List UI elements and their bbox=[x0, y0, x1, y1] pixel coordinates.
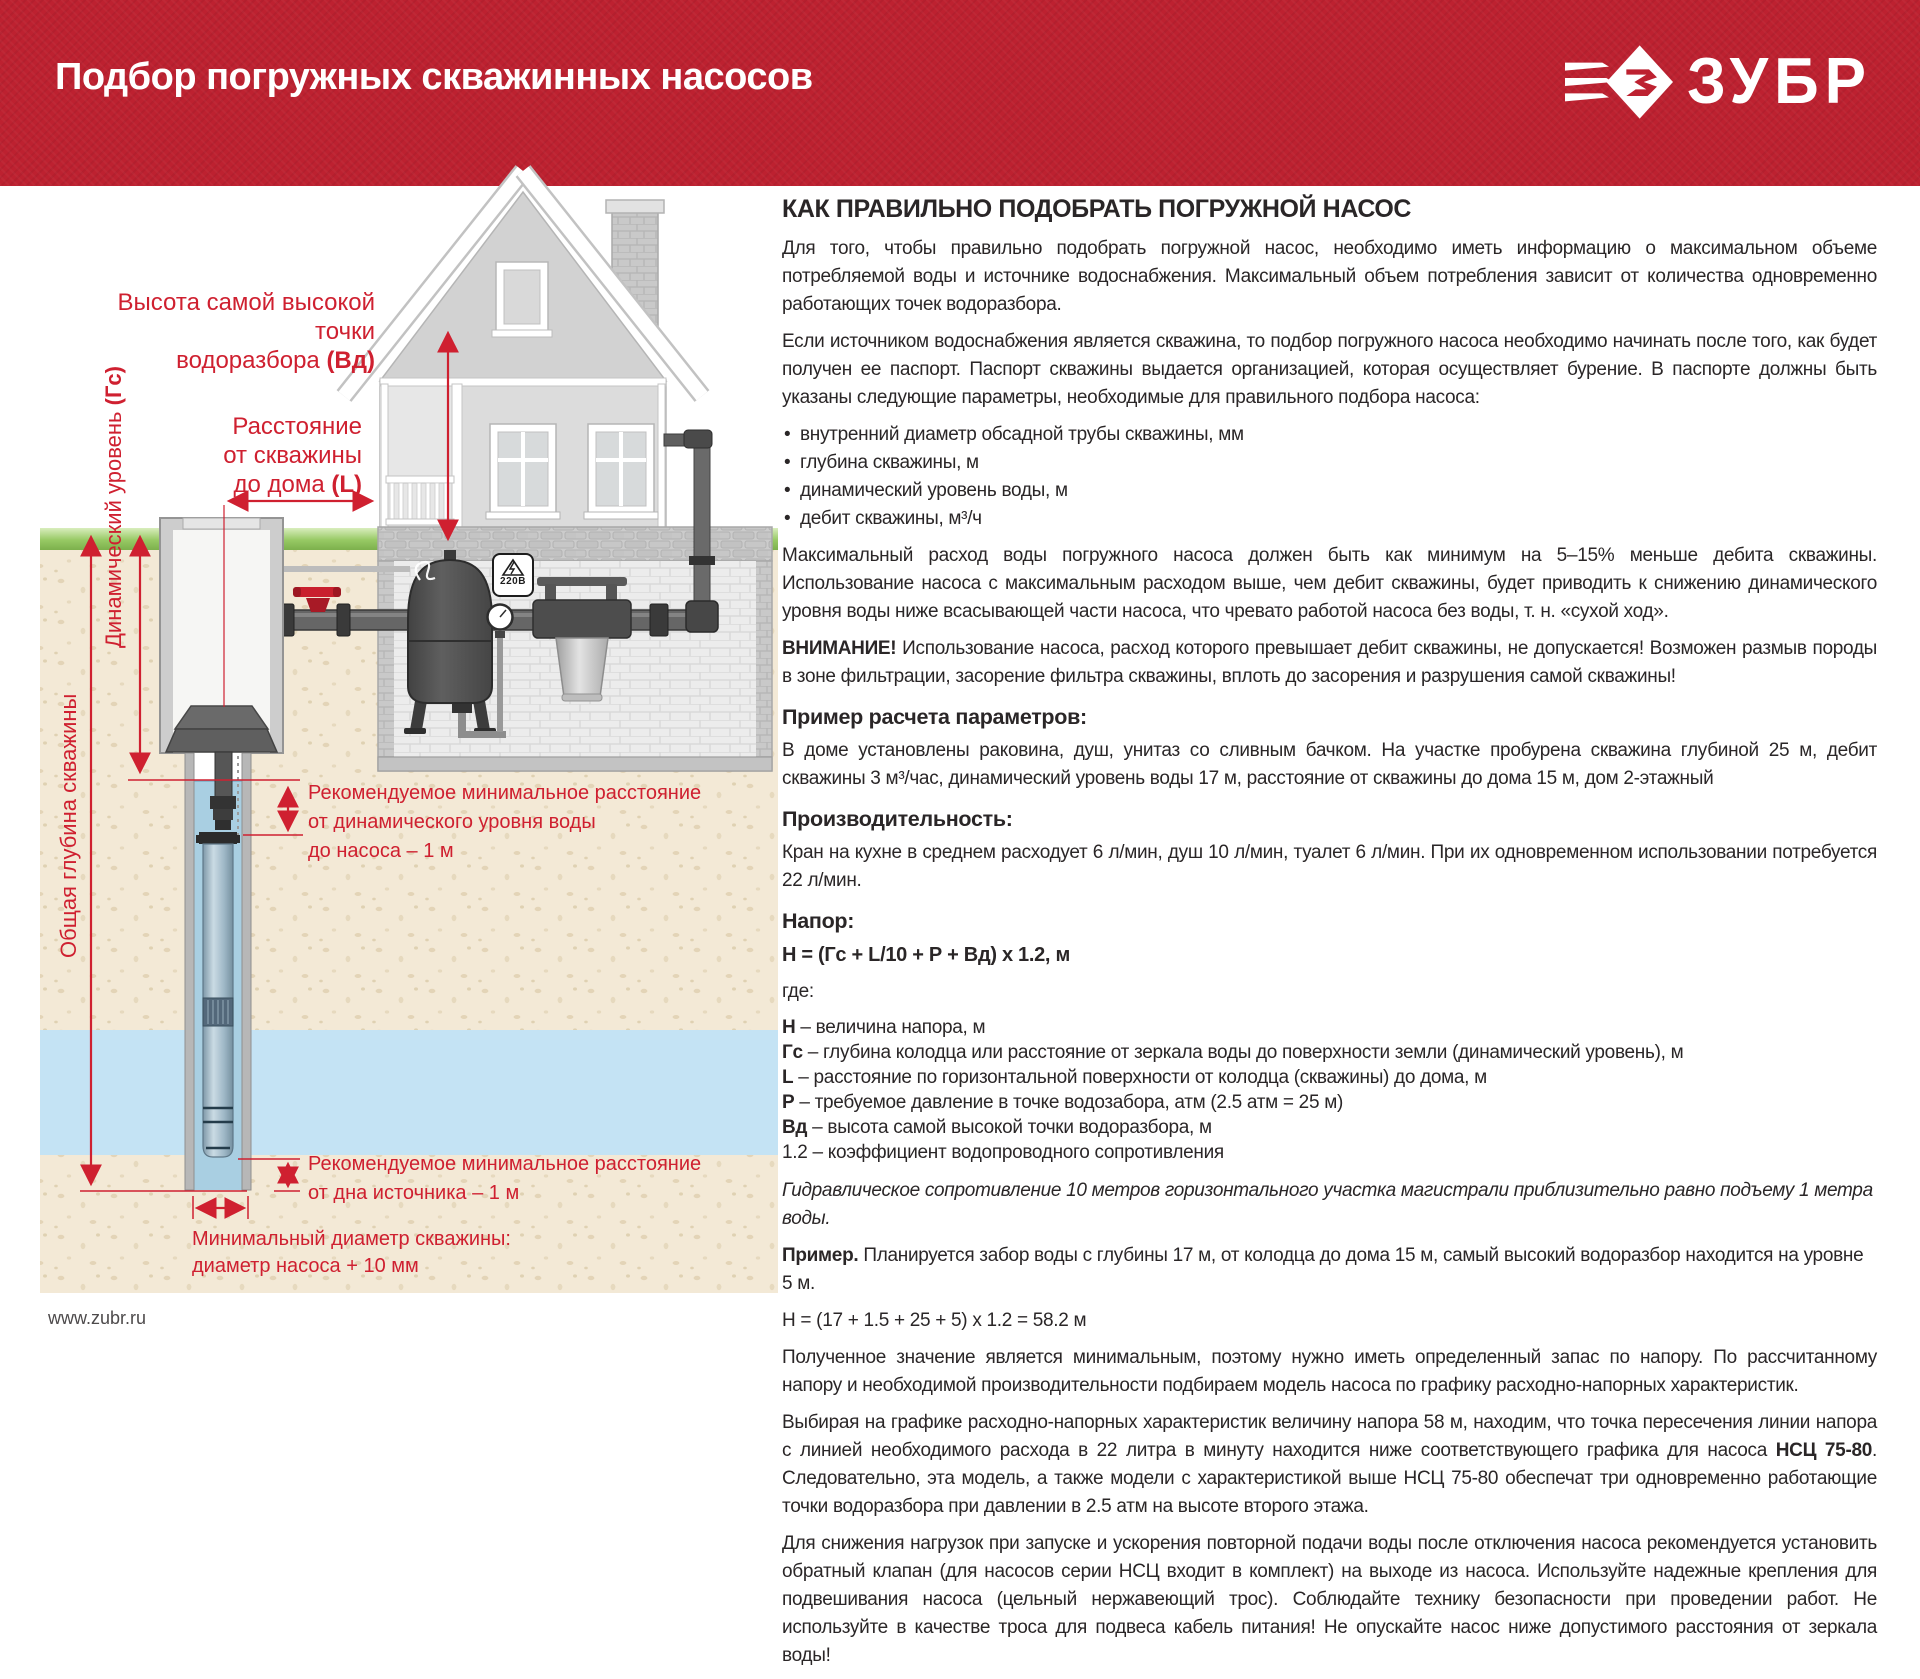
pipe-elbow-right bbox=[686, 601, 718, 632]
paragraph-worked-example: Пример. Планируется забор воды с глубины 17 м, от колодца до дома 15 м, самый высокий водоразбор находится на уровне 5 м. bbox=[782, 1245, 1864, 1294]
paragraph-warning: ВНИМАНИЕ! Использование насоса, расход которого превышает дебит скважины, не допускается! Возможен размыв породы в зоне фильтрации, засорение фильтра скважины, вплоть до засорения и разрушения самой скважины! bbox=[782, 638, 1877, 687]
brand-logo bbox=[1565, 44, 1872, 120]
site-url: www.zubr.ru bbox=[48, 1308, 147, 1328]
aquifer-layer bbox=[40, 1030, 778, 1155]
label-highest-point: Высота самой высокой точки водоразбора (Вд) bbox=[117, 289, 375, 374]
label-min-distance-to-bottom: Рекомендуемое минимальное расстояние от дна источника – 1 м bbox=[308, 1153, 702, 1204]
list-item: • дебит скважины, м³/ч bbox=[782, 505, 1877, 533]
paragraph-worked-example-tail: Полученное значение является минимальным, поэтому нужно иметь определенный запас по напору. По рассчитанному напору и необходимой производительности подбираем модель насоса по графику расходно-напорных характеристик. bbox=[782, 1347, 1877, 1396]
hydraulic-note: Гидравлическое сопротивление 10 метров горизонтального участка магистрали приблизительно равно подъему 1 метра воды. bbox=[782, 1180, 1873, 1229]
definition-row: L – расстояние по горизонтальной поверхности от колодца (скважины) до дома, м bbox=[782, 1067, 1487, 1088]
porch-post bbox=[452, 384, 462, 528]
list-item: • динамический уровень воды, м bbox=[782, 477, 1877, 505]
label-distance-to-house: Расстояние от скважины до дома (L) bbox=[223, 413, 362, 498]
foundation bbox=[378, 527, 772, 561]
definition-row: Р – требуемое давление в точке водозабора, атм (2.5 атм = 25 м) bbox=[782, 1092, 1343, 1113]
paragraph-model-selection: Выбирая на графике расходно-напорных характеристик величину напора 58 м, находим, что точка пересечения линии напора с линией необходимого расхода в 22 литра в минуту находится ниже соответствующего графика для насоса НСЦ 75-80. Следовательно, эта модель, а также модели с характеристикой выше НСЦ 75-80 обеспечат три одновременно работающие точки водоразбора при давлении в 2.5 атм на высоте второго этажа. bbox=[782, 1412, 1877, 1517]
attic-window bbox=[492, 262, 552, 337]
heading-example-calc: Пример расчета параметров: bbox=[782, 705, 1087, 729]
paragraph-recommendations: Для снижения нагрузок при запуске и ускорения повторной подачи воды после отключения насоса рекомендуется установить обратный клапан (для насосов серии НСЦ входит в комплект) на выходе из насоса. Используйте надежные крепления для подвешивания насоса (цельный нержавеющий трос). Соблюдайте технику безопасности при проведении работ. Не используйте в качестве троса для подвеса кабель питания! Не опускайте насос ниже допустимого расстояния от зеркала воды! bbox=[782, 1533, 1877, 1666]
window-right bbox=[584, 424, 658, 519]
passport-parameters-list bbox=[782, 421, 1877, 533]
definition-row: 1.2 – коэффициент водопроводного сопротивления bbox=[782, 1142, 1224, 1163]
label-min-diameter: Минимальный диаметр скважины: диаметр насоса + 10 мм bbox=[192, 1228, 511, 1277]
list-item: • внутренний диаметр обсадной трубы скважины, мм bbox=[782, 421, 1877, 449]
power-sign bbox=[493, 554, 533, 596]
page-title: Подбор погружных скважинных насосов bbox=[55, 56, 813, 98]
label-total-depth: Общая глубина скважины bbox=[56, 693, 81, 958]
paragraph-example: В доме установлены раковина, душ, унитаз со сливным бачком. На участке пробурена скважина глубиной 25 м, дебит скважины 3 м³/час, динамический уровень воды 17 м, расстояние от скважины до дома 15 м, дом 2-этажный bbox=[782, 740, 1877, 789]
worked-example-formula: Н = (17 + 1.5 + 25 + 5) х 1.2 = 58.2 м bbox=[782, 1310, 1087, 1331]
paragraph-passport: Если источником водоснабжения является скважина, то подбор погружного насоса необходимо начинать после того, как будет получен ее паспорт. Паспорт скважины выдается организацией, которая осуществляет бурение. В паспорте должны быть указаны следующие параметры, необходимые для правильного подбора насоса: bbox=[782, 331, 1877, 408]
basement-floor bbox=[378, 757, 772, 771]
label-min-distance-to-pump: Рекомендуемое минимальное расстояние от динамического уровня воды до насоса – 1 м bbox=[308, 782, 702, 862]
definition-row: Н – величина напора, м bbox=[782, 1017, 986, 1038]
paragraph-performance: Кран на кухне в среднем расходует 6 л/мин, душ 10 л/мин, туалет 6 л/мин. При их одновременном использовании потребуется 22 л/мин. bbox=[782, 842, 1877, 891]
heading-performance: Производительность: bbox=[782, 807, 1013, 831]
list-item: • глубина скважины, м bbox=[782, 449, 1877, 477]
sign-220v-text: 220В bbox=[500, 576, 526, 587]
article bbox=[782, 194, 1877, 1679]
window-left bbox=[486, 424, 560, 519]
paragraph-max-flow: Максимальный расход воды погружного насоса должен быть как минимум на 5–15% меньше дебита скважины. Использование насоса с максимальным расходом выше, чем дебит скважины, будет приводить к снижению динамического уровня воды ниже всасывающей части насоса, что чревато работой насоса без воды, т. н. «сухой ход». bbox=[782, 545, 1877, 622]
label-dynamic-level: Динамический уровень (Гс) bbox=[101, 366, 126, 648]
article-heading: КАК ПРАВИЛЬНО ПОДОБРАТЬ ПОГРУЖНОЙ НАСОС bbox=[782, 195, 1412, 223]
definition-row: Гс – глубина колодца или расстояние от зеркала воды до поверхности земли (динамический уровень), м bbox=[782, 1042, 1684, 1063]
definition-row: Вд – высота самой высокой точки водоразбора, м bbox=[782, 1117, 1212, 1138]
zubr-bison-icon bbox=[1565, 44, 1673, 120]
paragraph-intro: Для того, чтобы правильно подобрать погружной насос, необходимо иметь информацию о максимальном объеме потребляемой воды и источнике водоснабжения. Максимальный объем потребления зависит от количества одновременно работающих точек водоразбора. bbox=[782, 238, 1877, 315]
head-formula: Н = (Гс + L/10 + Р + Вд) х 1.2, м bbox=[782, 944, 1070, 966]
brand-wordmark: ЗУБР bbox=[1687, 45, 1872, 118]
formula-definitions bbox=[782, 1015, 1877, 1165]
heading-head: Напор: bbox=[782, 909, 855, 933]
where-label: где: bbox=[782, 981, 814, 1002]
house bbox=[344, 171, 702, 528]
